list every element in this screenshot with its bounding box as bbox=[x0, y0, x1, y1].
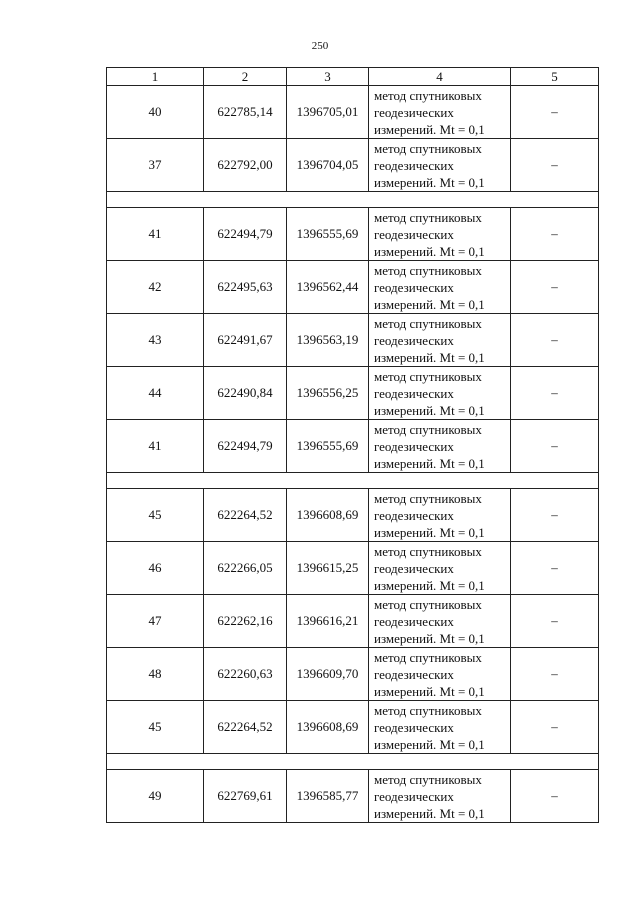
method-text-line: измерений. Mt = 0,1 bbox=[374, 737, 485, 752]
coordinate-y-cell: 1396704,05 bbox=[287, 139, 369, 192]
header-col-3: 3 bbox=[287, 68, 369, 86]
method-cell bbox=[369, 489, 511, 542]
point-number-cell: 44 bbox=[107, 367, 204, 420]
point-number-cell: 37 bbox=[107, 139, 204, 192]
note-cell: – bbox=[511, 208, 599, 261]
point-number-cell: 40 bbox=[107, 86, 204, 139]
coordinate-x-cell: 622262,16 bbox=[204, 595, 287, 648]
coordinate-y-cell: 1396555,69 bbox=[287, 208, 369, 261]
note-cell: – bbox=[511, 489, 599, 542]
group-separator-row bbox=[107, 192, 599, 208]
method-text-line: метод спутниковых bbox=[374, 544, 482, 559]
table-row bbox=[107, 367, 599, 420]
method-text-line: метод спутниковых bbox=[374, 597, 482, 612]
table-row bbox=[107, 770, 599, 823]
method-text-line: метод спутниковых bbox=[374, 210, 482, 225]
note-cell: – bbox=[511, 648, 599, 701]
coordinate-y-cell: 1396562,44 bbox=[287, 261, 369, 314]
coordinate-x-cell: 622490,84 bbox=[204, 367, 287, 420]
coordinate-y-cell: 1396563,19 bbox=[287, 314, 369, 367]
note-cell: – bbox=[511, 701, 599, 754]
method-cell bbox=[369, 367, 511, 420]
coordinate-y-cell: 1396608,69 bbox=[287, 489, 369, 542]
table-row bbox=[107, 208, 599, 261]
coordinate-x-cell: 622260,63 bbox=[204, 648, 287, 701]
coordinate-x-cell: 622266,05 bbox=[204, 542, 287, 595]
method-cell bbox=[369, 542, 511, 595]
method-text-line: измерений. Mt = 0,1 bbox=[374, 244, 485, 259]
coordinate-x-cell: 622494,79 bbox=[204, 420, 287, 473]
method-text-line: измерений. Mt = 0,1 bbox=[374, 350, 485, 365]
method-text-line: геодезических bbox=[374, 561, 454, 576]
point-number-cell: 49 bbox=[107, 770, 204, 823]
table-row bbox=[107, 420, 599, 473]
method-cell bbox=[369, 208, 511, 261]
method-text-line: геодезических bbox=[374, 720, 454, 735]
method-text-line: геодезических bbox=[374, 333, 454, 348]
table-row bbox=[107, 489, 599, 542]
point-number-cell: 41 bbox=[107, 208, 204, 261]
method-text-line: геодезических bbox=[374, 227, 454, 242]
method-cell bbox=[369, 261, 511, 314]
coordinate-x-cell: 622792,00 bbox=[204, 139, 287, 192]
coordinate-x-cell: 622494,79 bbox=[204, 208, 287, 261]
method-text-line: метод спутниковых bbox=[374, 316, 482, 331]
method-cell bbox=[369, 595, 511, 648]
note-cell: – bbox=[511, 86, 599, 139]
method-text-line: измерений. Mt = 0,1 bbox=[374, 175, 485, 190]
point-number-cell: 48 bbox=[107, 648, 204, 701]
method-cell bbox=[369, 86, 511, 139]
coordinate-x-cell: 622785,14 bbox=[204, 86, 287, 139]
table-row bbox=[107, 542, 599, 595]
group-separator-row bbox=[107, 473, 599, 489]
note-cell: – bbox=[511, 770, 599, 823]
note-cell: – bbox=[511, 139, 599, 192]
header-col-1: 1 bbox=[107, 68, 204, 86]
table-row bbox=[107, 139, 599, 192]
note-cell: – bbox=[511, 261, 599, 314]
method-text-line: геодезических bbox=[374, 614, 454, 629]
method-text-line: геодезических bbox=[374, 386, 454, 401]
method-text-line: геодезических bbox=[374, 508, 454, 523]
point-number-cell: 41 bbox=[107, 420, 204, 473]
table-row bbox=[107, 595, 599, 648]
method-text-line: метод спутниковых bbox=[374, 491, 482, 506]
method-cell bbox=[369, 648, 511, 701]
coordinate-x-cell: 622495,63 bbox=[204, 261, 287, 314]
method-text-line: геодезических bbox=[374, 439, 454, 454]
note-cell: – bbox=[511, 367, 599, 420]
table-header-row bbox=[107, 68, 599, 86]
method-text-line: измерений. Mt = 0,1 bbox=[374, 806, 485, 821]
table-row bbox=[107, 314, 599, 367]
coordinate-y-cell: 1396616,21 bbox=[287, 595, 369, 648]
method-text-line: геодезических bbox=[374, 105, 454, 120]
group-separator-cell bbox=[107, 754, 599, 770]
method-text-line: метод спутниковых bbox=[374, 772, 482, 787]
table-body bbox=[107, 86, 599, 823]
method-cell bbox=[369, 314, 511, 367]
table-row bbox=[107, 86, 599, 139]
coordinate-x-cell: 622264,52 bbox=[204, 701, 287, 754]
table-row bbox=[107, 648, 599, 701]
point-number-cell: 46 bbox=[107, 542, 204, 595]
method-text-line: геодезических bbox=[374, 667, 454, 682]
coordinate-y-cell: 1396609,70 bbox=[287, 648, 369, 701]
method-text-line: геодезических bbox=[374, 158, 454, 173]
method-cell bbox=[369, 420, 511, 473]
method-cell bbox=[369, 770, 511, 823]
method-text-line: измерений. Mt = 0,1 bbox=[374, 631, 485, 646]
group-separator-row bbox=[107, 754, 599, 770]
method-text-line: метод спутниковых bbox=[374, 703, 482, 718]
method-text-line: метод спутниковых bbox=[374, 88, 482, 103]
method-text-line: измерений. Mt = 0,1 bbox=[374, 122, 485, 137]
table-row bbox=[107, 261, 599, 314]
coordinate-x-cell: 622491,67 bbox=[204, 314, 287, 367]
coordinates-table bbox=[106, 67, 599, 823]
note-cell: – bbox=[511, 314, 599, 367]
method-text-line: метод спутниковых bbox=[374, 422, 482, 437]
coordinate-y-cell: 1396615,25 bbox=[287, 542, 369, 595]
point-number-cell: 42 bbox=[107, 261, 204, 314]
point-number-cell: 45 bbox=[107, 701, 204, 754]
method-text-line: метод спутниковых bbox=[374, 263, 482, 278]
header-col-2: 2 bbox=[204, 68, 287, 86]
coordinate-y-cell: 1396556,25 bbox=[287, 367, 369, 420]
coordinate-y-cell: 1396705,01 bbox=[287, 86, 369, 139]
point-number-cell: 45 bbox=[107, 489, 204, 542]
note-cell: – bbox=[511, 420, 599, 473]
method-text-line: геодезических bbox=[374, 789, 454, 804]
coordinate-y-cell: 1396555,69 bbox=[287, 420, 369, 473]
group-separator-cell bbox=[107, 192, 599, 208]
header-col-5: 5 bbox=[511, 68, 599, 86]
method-text-line: измерений. Mt = 0,1 bbox=[374, 297, 485, 312]
method-cell bbox=[369, 701, 511, 754]
method-text-line: метод спутниковых bbox=[374, 650, 482, 665]
method-text-line: геодезических bbox=[374, 280, 454, 295]
method-text-line: измерений. Mt = 0,1 bbox=[374, 525, 485, 540]
method-text-line: метод спутниковых bbox=[374, 369, 482, 384]
group-separator-cell bbox=[107, 473, 599, 489]
note-cell: – bbox=[511, 542, 599, 595]
method-cell bbox=[369, 139, 511, 192]
note-cell: – bbox=[511, 595, 599, 648]
method-text-line: измерений. Mt = 0,1 bbox=[374, 684, 485, 699]
page-number: 250 bbox=[311, 40, 329, 52]
method-text-line: метод спутниковых bbox=[374, 141, 482, 156]
coordinate-x-cell: 622769,61 bbox=[204, 770, 287, 823]
coordinate-y-cell: 1396608,69 bbox=[287, 701, 369, 754]
method-text-line: измерений. Mt = 0,1 bbox=[374, 578, 485, 593]
coordinate-y-cell: 1396585,77 bbox=[287, 770, 369, 823]
method-text-line: измерений. Mt = 0,1 bbox=[374, 456, 485, 471]
method-text-line: измерений. Mt = 0,1 bbox=[374, 403, 485, 418]
table-row bbox=[107, 701, 599, 754]
coordinate-x-cell: 622264,52 bbox=[204, 489, 287, 542]
header-col-4: 4 bbox=[369, 68, 511, 86]
point-number-cell: 47 bbox=[107, 595, 204, 648]
point-number-cell: 43 bbox=[107, 314, 204, 367]
